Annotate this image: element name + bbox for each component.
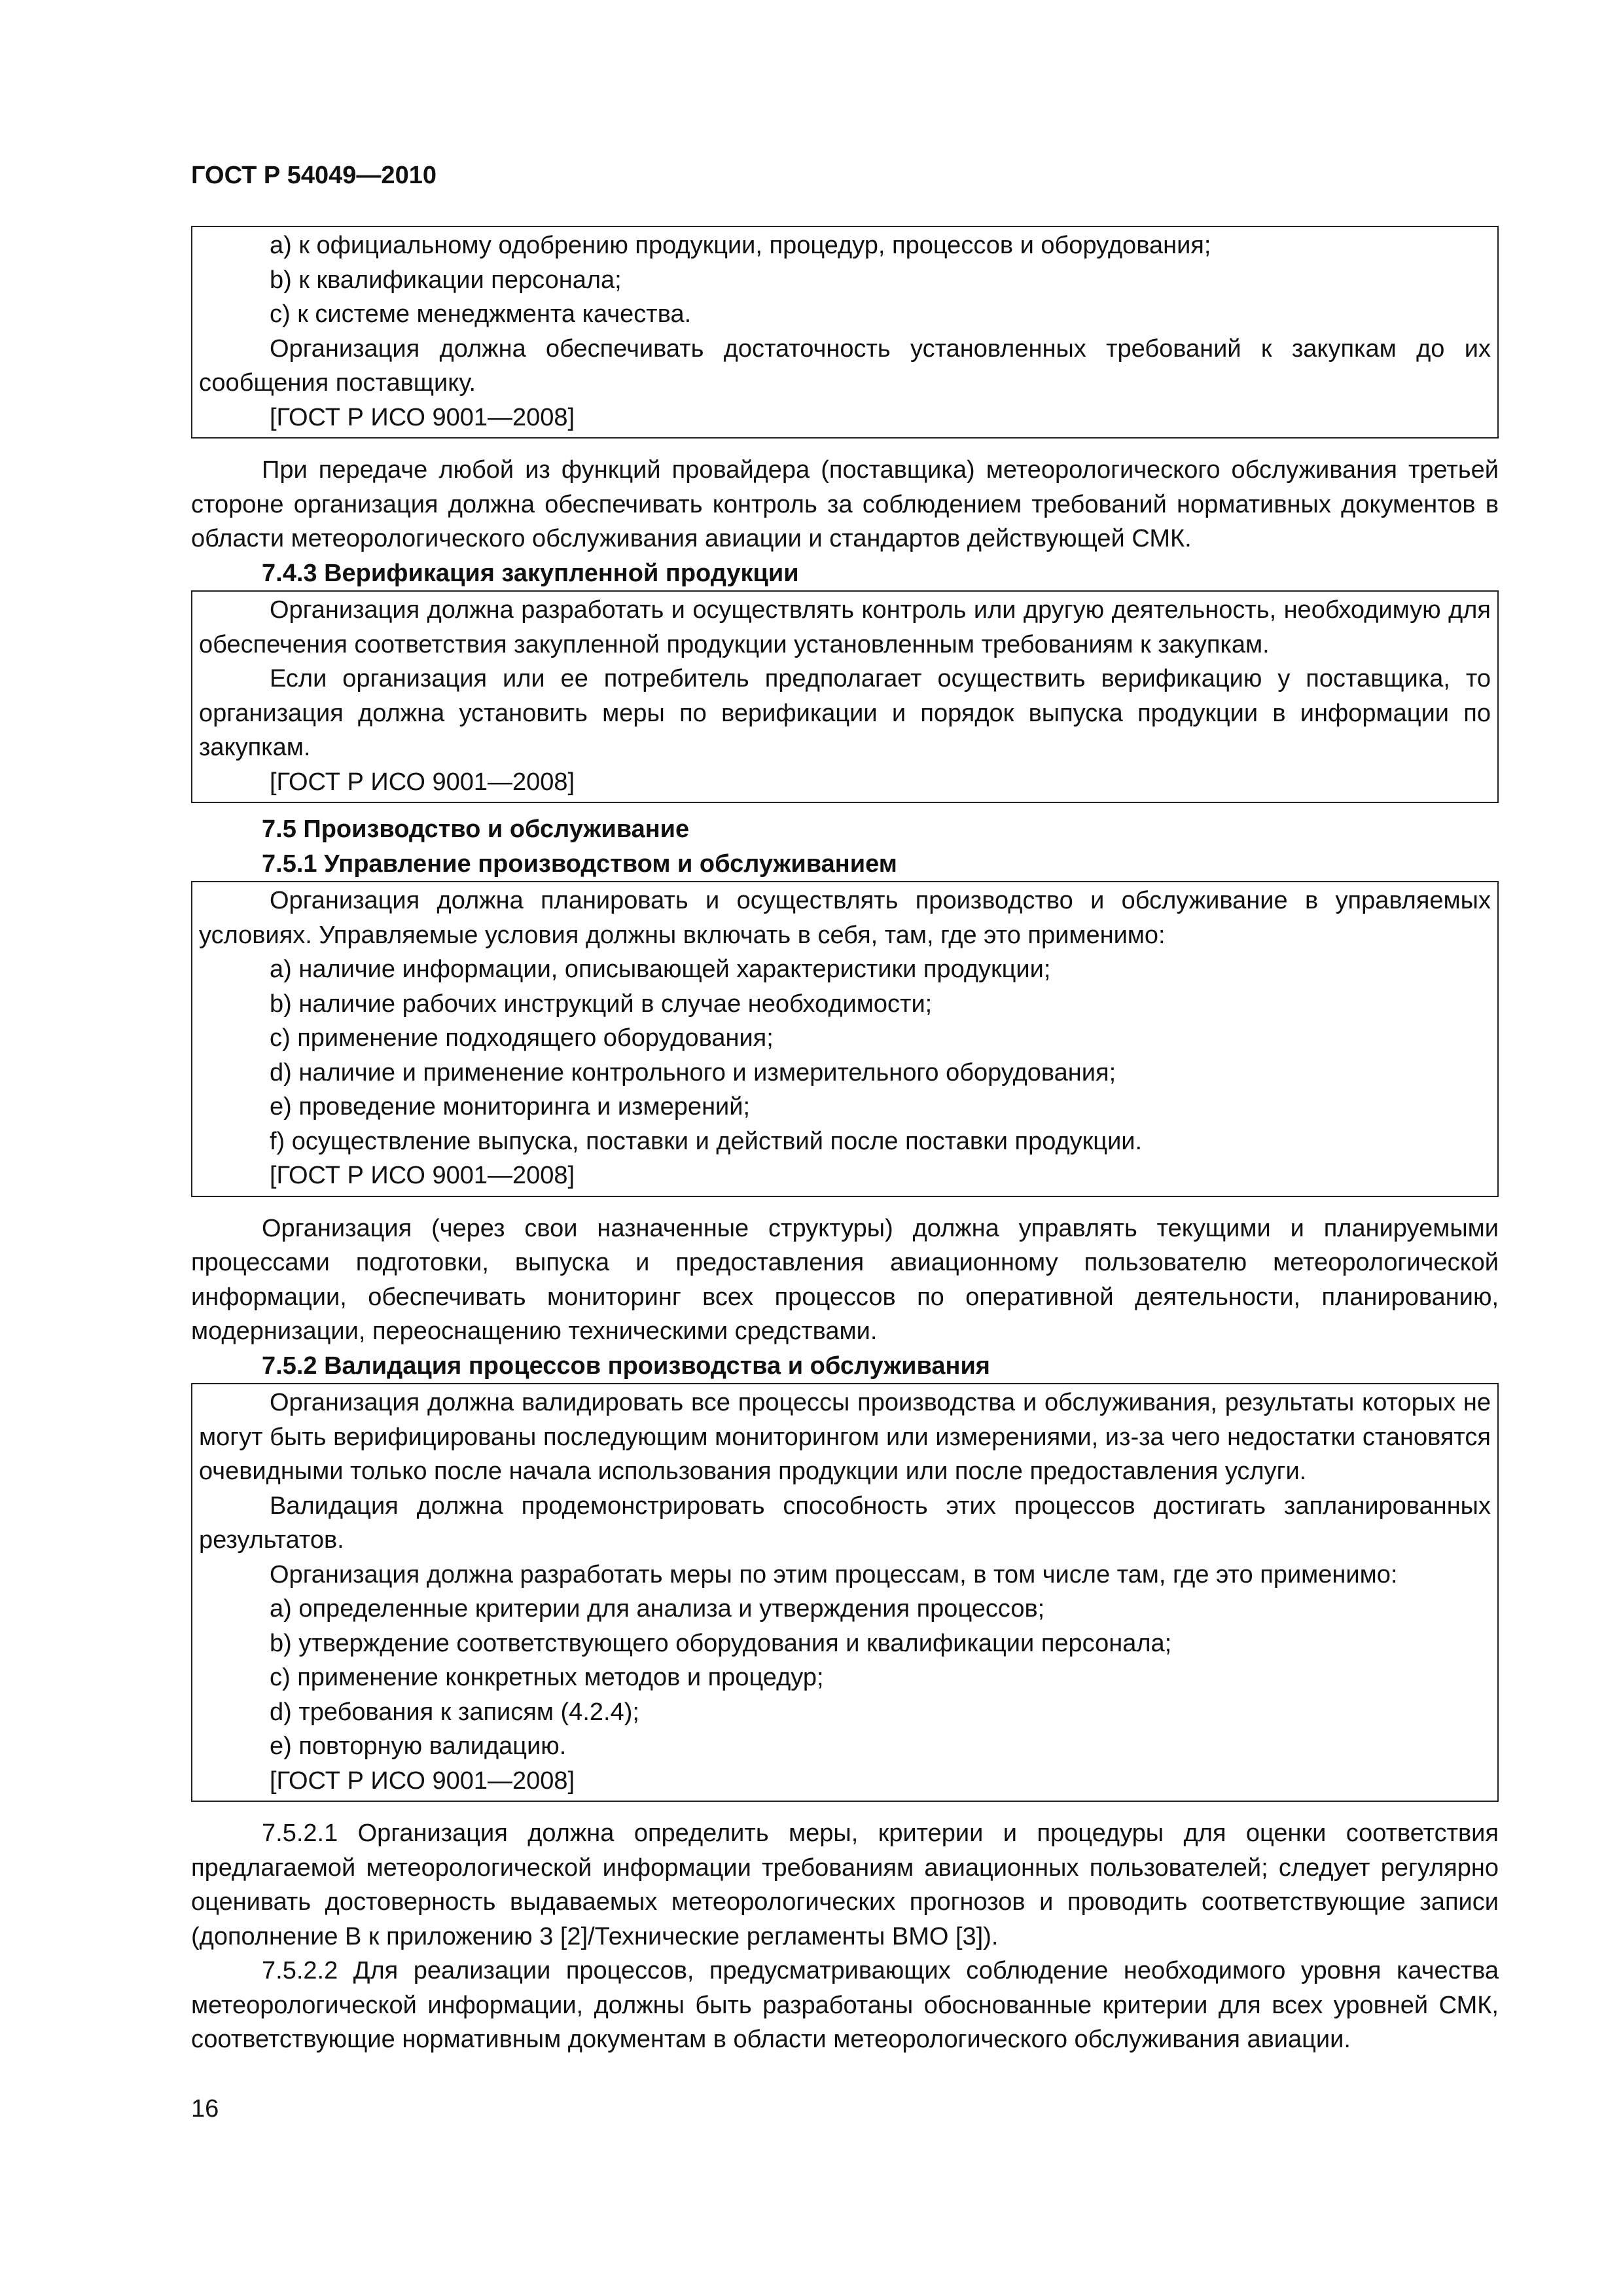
list-item: а) определенные критерии для анализа и утверждения процессов; bbox=[270, 1595, 1045, 1623]
section-heading-7-5-1: 7.5.1 Управление производством и обслуживанием bbox=[262, 850, 897, 878]
section-heading-7-5-2: 7.5.2 Валидация процессов производства и обслуживания bbox=[262, 1352, 990, 1380]
quote-box-purchasing-requirements bbox=[191, 226, 1499, 439]
paragraph-7-5-2-2: 7.5.2.2 Для реализации процессов, предусматривающих соблюдение необходимого уровня качества метеорологической информации, должны быть разработаны обоснованные критерии для всех уровней СМК, соответствующие нормативным документам в области метеорологического обслуживания авиации. bbox=[191, 1957, 1499, 2053]
list-item: b) утверждение соответствующего оборудования и квалификации персонала; bbox=[270, 1629, 1172, 1657]
paragraph: Организация должна валидировать все процессы производства и обслуживания, результаты которых не могут быть верифицированы последующим мониторингом или измерениями, из-за чего недостатки становятся очевидными только после начала использования продукции или после предоставления услуги. bbox=[199, 1389, 1491, 1485]
list-item: е) проведение мониторинга и измерений; bbox=[270, 1093, 751, 1121]
standard-reference: [ГОСТ Р ИСО 9001—2008] bbox=[270, 1162, 575, 1189]
list-item: с) к системе менеджмента качества. bbox=[270, 300, 692, 328]
paragraph: При передаче любой из функций провайдера (поставщика) метеорологического обслуживания третьей стороне организация должна обеспечивать контроль за соблюдением требований нормативных документов в области метеорологического обслуживания авиации и стандартов действующей СМК. bbox=[191, 456, 1499, 552]
section-heading-7-4-3: 7.4.3 Верификация закупленной продукции bbox=[262, 559, 799, 587]
list-item: f) осуществление выпуска, поставки и действий после поставки продукции. bbox=[270, 1127, 1143, 1155]
list-item: b) к квалификации персонала; bbox=[270, 266, 622, 294]
page-content bbox=[191, 226, 1499, 2057]
list-item: с) применение конкретных методов и процедур; bbox=[270, 1664, 824, 1691]
section-heading-7-5: 7.5 Производство и обслуживание bbox=[262, 816, 690, 843]
standard-reference: [ГОСТ Р ИСО 9001—2008] bbox=[270, 1767, 575, 1795]
list-item: а) к официальному одобрению продукции, процедур, процессов и оборудования; bbox=[270, 232, 1211, 259]
standard-reference: [ГОСТ Р ИСО 9001—2008] bbox=[270, 768, 575, 796]
list-item: а) наличие информации, описывающей характеристики продукции; bbox=[270, 956, 1051, 983]
list-item: с) применение подходящего оборудования; bbox=[270, 1024, 774, 1052]
paragraph: Организация должна разработать меры по этим процессам, в том числе там, где это применимо: bbox=[270, 1560, 1398, 1588]
list-item: d) наличие и применение контрольного и измерительного оборудования; bbox=[270, 1058, 1116, 1086]
paragraph: Организация должна разработать и осуществлять контроль или другую деятельность, необходимую для обеспечения соответствия закупленной продукции установленным требованиям к закупкам. bbox=[199, 596, 1491, 658]
document-header-title: ГОСТ Р 54049—2010 bbox=[191, 162, 437, 189]
paragraph: Валидация должна продемонстрировать способность этих процессов достигать запланированных результатов. bbox=[199, 1492, 1491, 1554]
standard-reference: [ГОСТ Р ИСО 9001—2008] bbox=[270, 403, 575, 431]
paragraph-7-5-2-1: 7.5.2.1 Организация должна определить меры, критерии и процедуры для оценки соответствия предлагаемой метеорологической информации требованиям авиационных пользователей; следует регулярно оценивать достоверность выдаваемых метеорологических прогнозов и проводить соответствующие записи (дополнение В к приложению 3 [2]/Технические регламенты ВМО [3]). bbox=[191, 1820, 1499, 1950]
list-item: е) повторную валидацию. bbox=[270, 1732, 567, 1760]
quote-box-verification bbox=[191, 590, 1499, 803]
quote-box-process-validation bbox=[191, 1383, 1499, 1802]
page-number: 16 bbox=[191, 2095, 219, 2123]
list-item: b) наличие рабочих инструкций в случае необходимости; bbox=[270, 990, 933, 1018]
list-item: d) требования к записям (4.2.4); bbox=[270, 1698, 639, 1726]
paragraph: Организация должна планировать и осуществлять производство и обслуживание в управляемых условиях. Управляемые условия должны включать в себя, там, где это применимо: bbox=[199, 887, 1491, 949]
paragraph: Если организация или ее потребитель предполагает осуществить верификацию у поставщика, то организация должна установить меры по верификации и порядок выпуска продукции в информации по закупкам. bbox=[199, 665, 1491, 761]
paragraph: Организация (через свои назначенные структуры) должна управлять текущими и планируемыми процессами подготовки, выпуска и предоставления авиационному пользователю метеорологической информации, обеспечивать мониторинг всех процессов по оперативной деятельности, планированию, модернизации, переоснащению техническими средствами. bbox=[191, 1214, 1499, 1345]
paragraph: Организация должна обеспечивать достаточность установленных требований к закупкам до их сообщения поставщику. bbox=[199, 334, 1491, 397]
quote-box-production-control bbox=[191, 881, 1499, 1197]
